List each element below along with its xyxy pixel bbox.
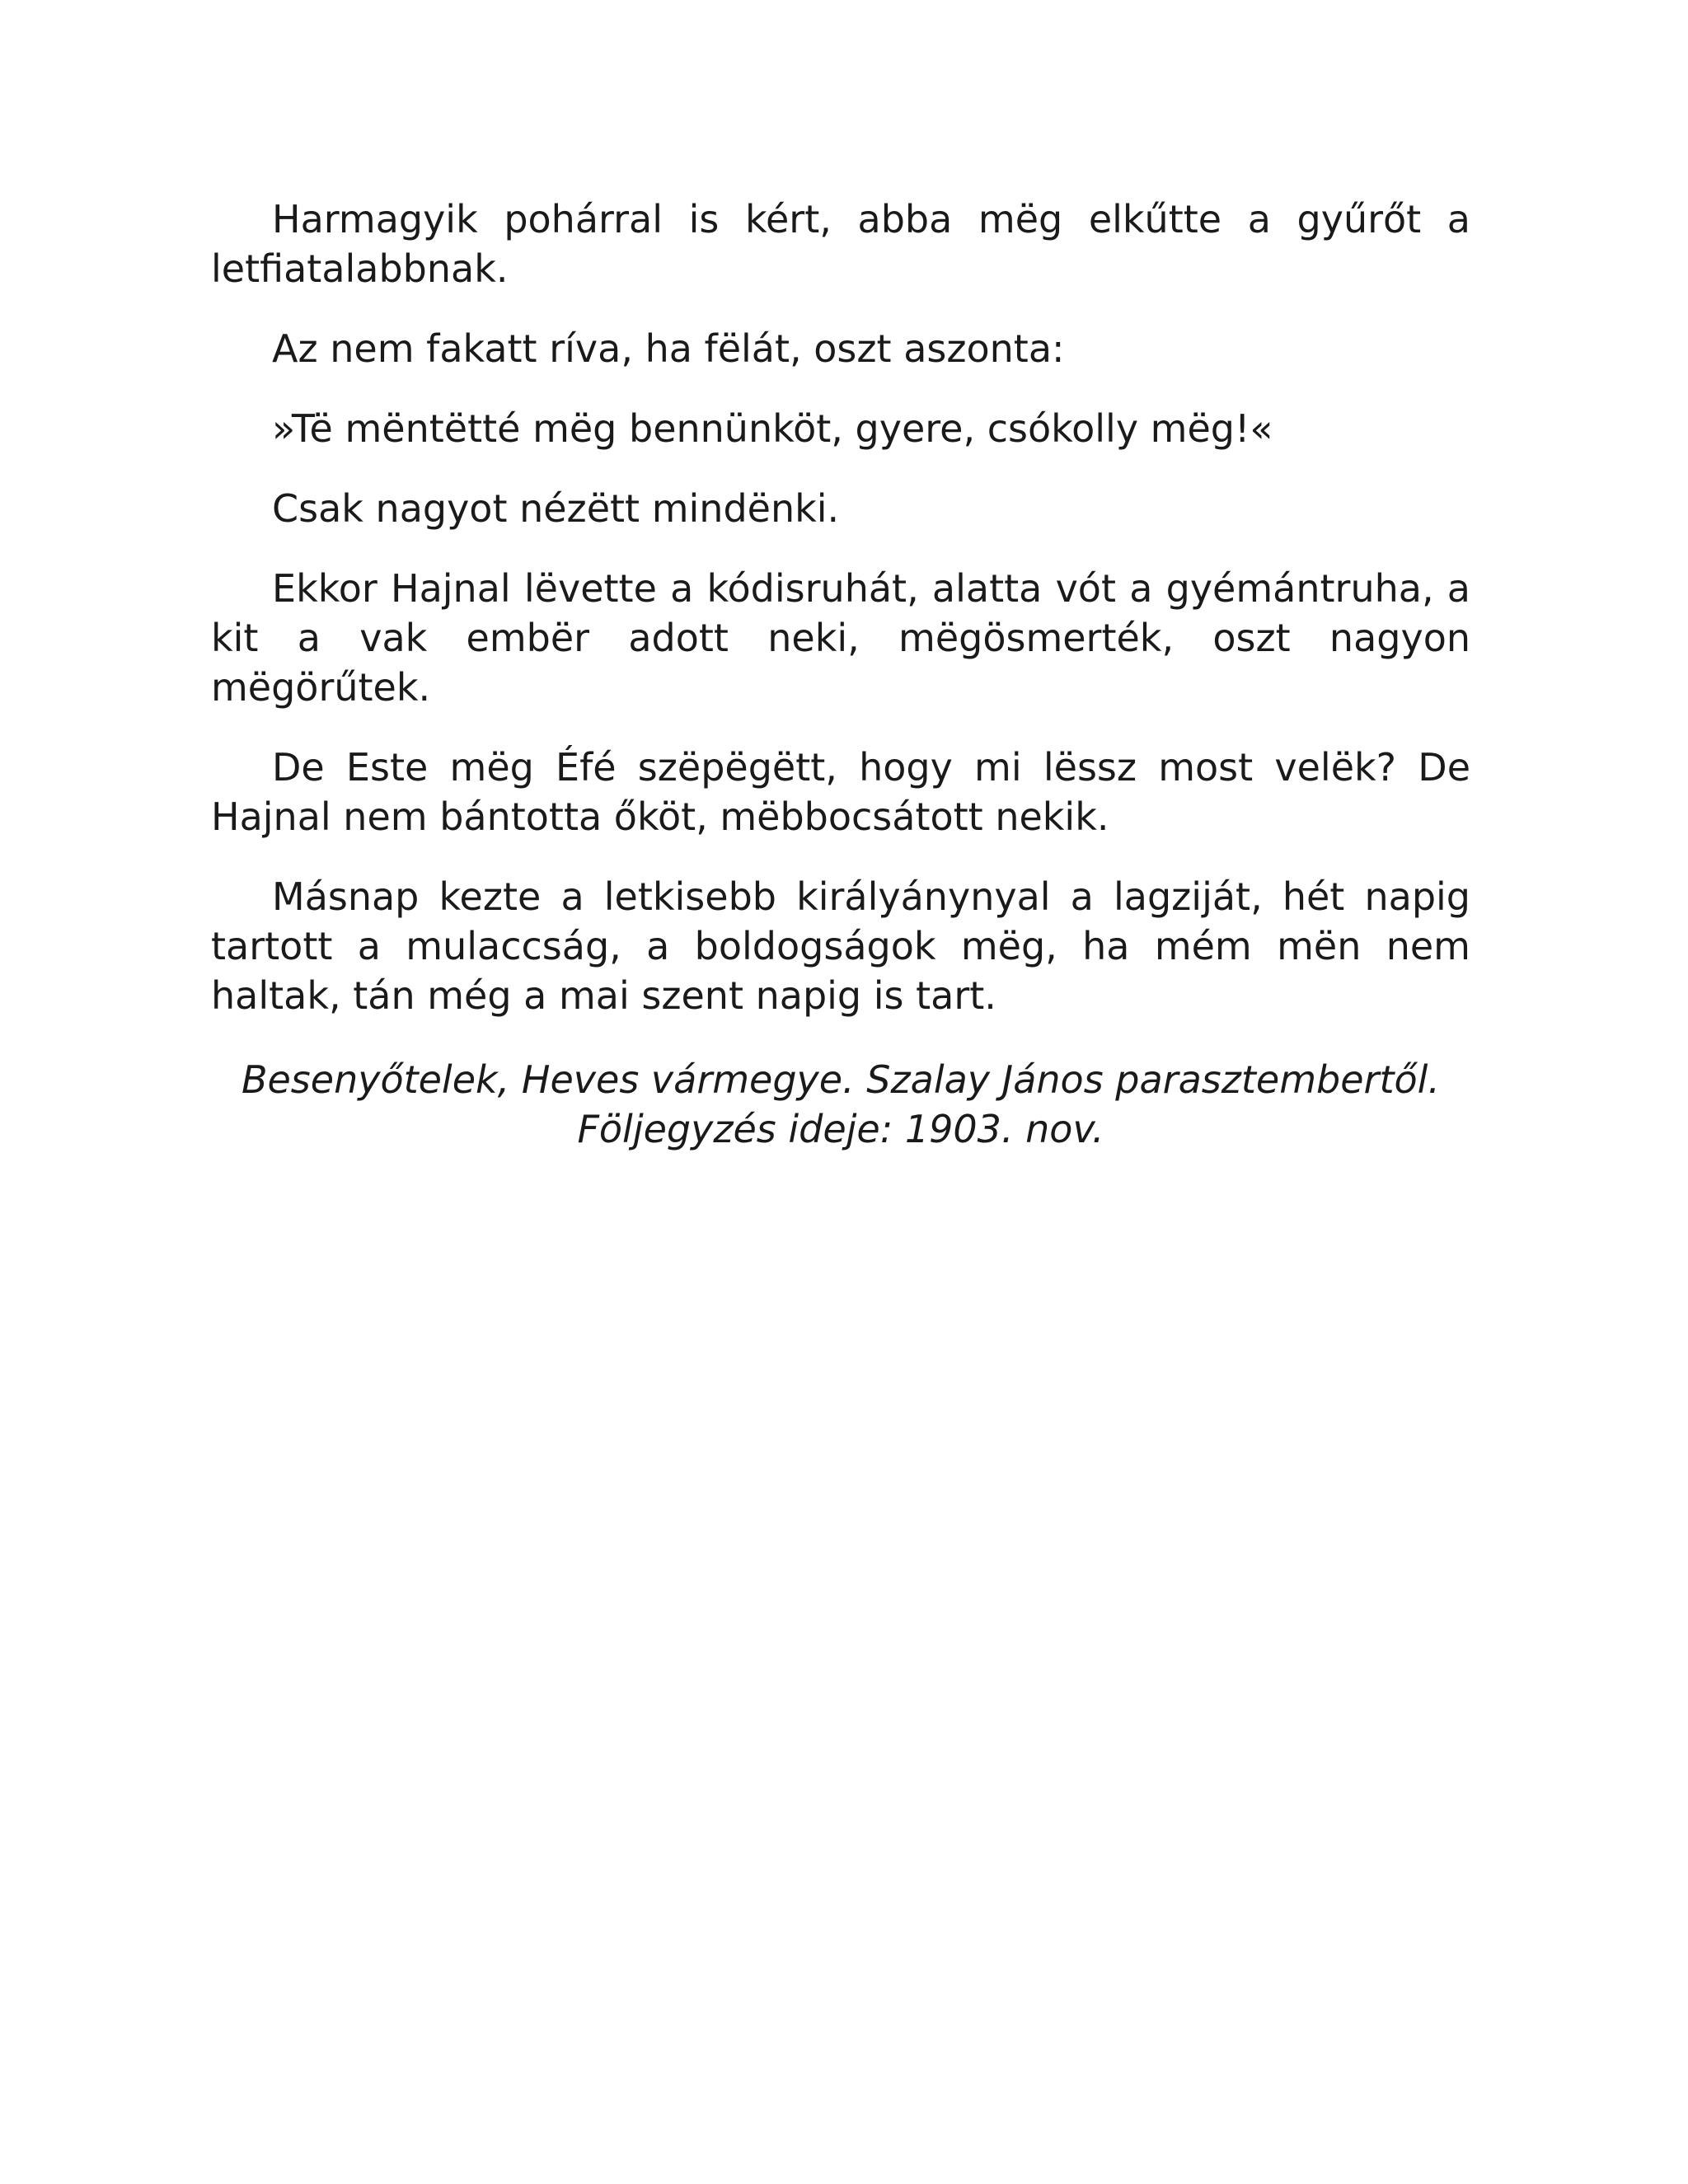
attribution-place: Besenyőtelek, Heves vármegye. Szalay János parasztembertől.	[241, 1057, 1441, 1102]
paragraph: De Este mëg Éfé szëpëgëtt, hogy mi lëssz most velëk? De Hajnal nem bántotta őköt, mëbbocsátott nekik.	[211, 745, 1470, 839]
source-attribution	[211, 1055, 1470, 1154]
paragraph: Ekkor Hajnal lëvette a kódisruhát, alatta vót a gyémántruha, a kit a vak embër adott neki, mëgösmerték, oszt nagyon mëgörűtek.	[211, 566, 1470, 710]
paragraph: Az nem fakatt ríva, ha fëlát, oszt aszonta:	[272, 326, 1065, 371]
paragraph: »Të mëntëtté mëg bennünköt, gyere, csókolly mëg!«	[272, 406, 1273, 451]
page-body	[211, 194, 1470, 1154]
paragraph: Csak nagyot nézëtt mindënki.	[272, 486, 840, 531]
paragraph: Másnap kezte a letkisebb királyánynyal a lagziját, hét napig tartott a mulaccság, a boldogságok mëg, ha mém mën nem haltak, tán még a mai szent napig is tart.	[211, 874, 1470, 1018]
attribution-date: Följegyzés ideje: 1903. nov.	[577, 1107, 1104, 1151]
paragraph: Harmagyik pohárral is kért, abba mëg elkűtte a gyűrőt a letfiatalabbnak.	[211, 197, 1470, 291]
